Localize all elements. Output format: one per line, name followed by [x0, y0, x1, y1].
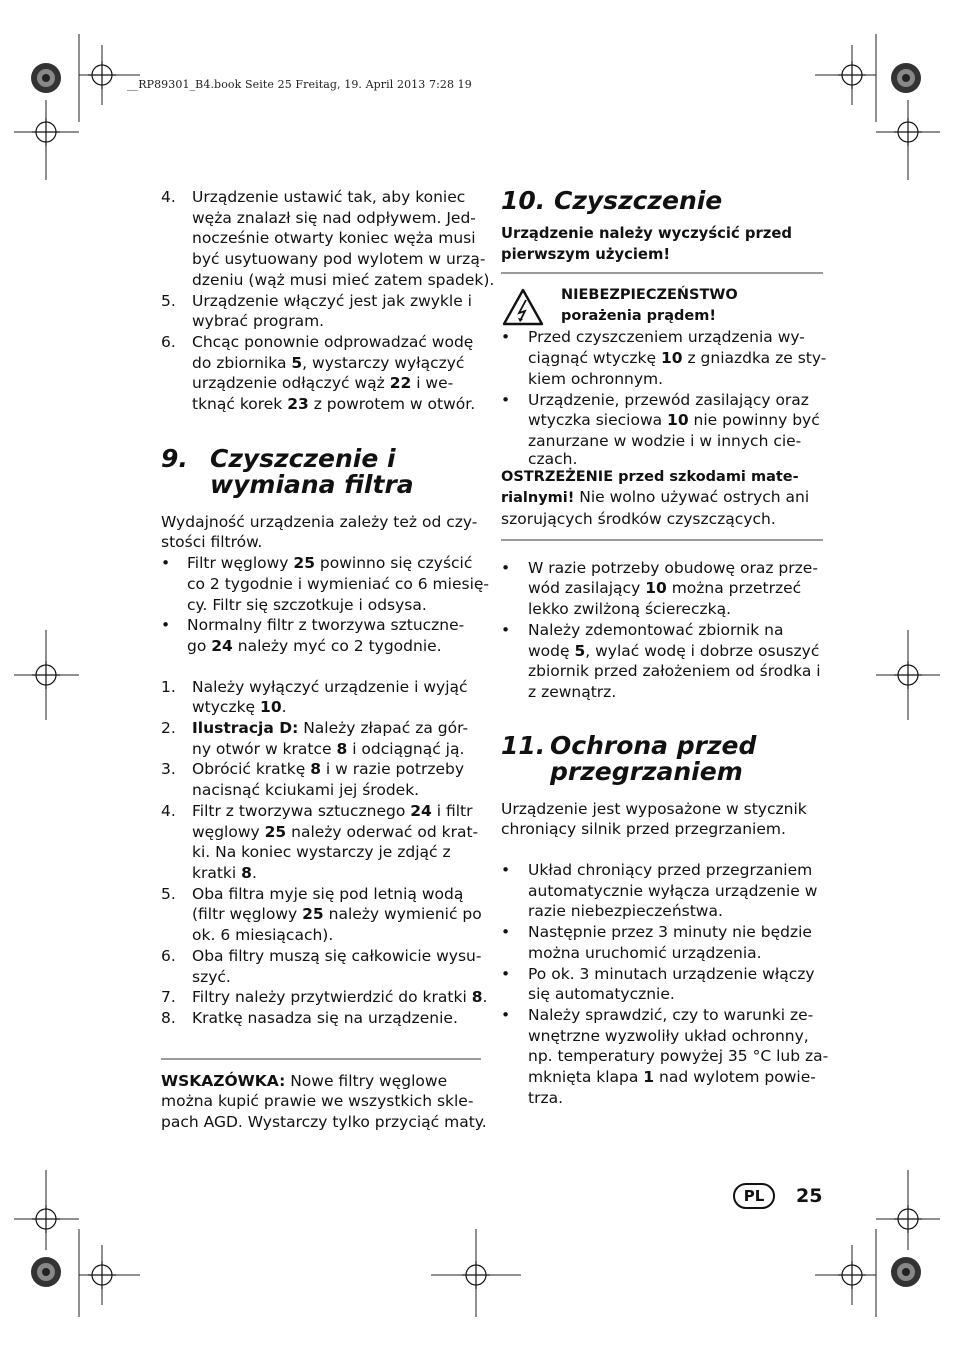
list-item: 1. Należy wyłączyć urządzenie i wyjąć wtyczkę 10.	[161, 677, 468, 717]
list-item: • Filtr węglowy 25 powinno się czyścić co 2 tygodnie i wymieniać co 6 miesię- cy. Filtr się szczotkuje i odsysa.	[161, 554, 490, 614]
overheat-bullets	[501, 860, 829, 1108]
danger-bullets	[501, 327, 827, 468]
overheat-intro: Urządzenie jest wyposażone w stycznik chroniący silnik przed przegrzaniem.	[501, 799, 807, 839]
note-divider	[161, 1058, 481, 1060]
warning-divider	[501, 272, 823, 274]
section-divider	[501, 539, 823, 541]
material-caution: OSTRZEŻENIE przed szkodami mate- rialnymi! Nie wolno używać ostrych ani szorujących środków czyszczących.	[501, 468, 810, 529]
clean-bullets	[501, 558, 823, 703]
list-item: 8. Kratkę nasadza się na urządzenie.	[161, 1008, 458, 1027]
electric-warning: NIEBEZPIECZEŃSTWO porażenia prądem!	[501, 285, 823, 327]
list-item: 5. Oba filtra myje się pod letnią wodą (filtr węglowy 25 należy wymienić po ok. 6 miesiącach).	[161, 884, 482, 945]
list-item: • Należy sprawdzić, czy to warunki ze- wnętrzne wyzwoliły układ ochronny, np. temperatury powyżej 35 °C lub za- mknięta klapa 1 nad wylotem powie- trza.	[501, 1005, 829, 1107]
list-item: 4. Urządzenie ustawić tak, aby koniec węża znalazł się nad odpływem. Jed- nocześnie otwarty koniec węża musi być usytuowany pod wylotem w urzą- dzeniu (wąż musi mieć zatem spadek).	[161, 188, 495, 289]
list-item: 6. Chcąc ponownie odprowadzać wodę do zbiornika 5, wystarczy wyłączyć urządzenie odłączyć wąż 22 i we- tknąć korek 23 z powrotem w otwór.	[161, 332, 476, 414]
book-header: __RP89301_B4.book Seite 25 Freitag, 19. April 2013 7:28 19	[127, 78, 472, 91]
list-item: • Układ chroniący przed przegrzaniem automatycznie wyłącza urządzenie w razie niebezpieczeństwa.	[501, 861, 818, 921]
section-heading-11: 11. Ochrona przed przegrzaniem	[501, 730, 757, 786]
list-item: • W razie potrzeby obudowę oraz prze- wód zasilający 10 można przetrzeć lekko zwilżoną ściereczką.	[501, 558, 818, 619]
steps-list-a	[161, 187, 495, 415]
steps-list-b	[161, 677, 488, 1029]
left-column	[161, 187, 495, 1133]
list-item: 5. Urządzenie włączyć jest jak zwykle i wybrać program.	[161, 291, 472, 331]
list-item: • Po ok. 3 minutach urządzenie włączy się automatycznie.	[501, 964, 815, 1004]
page-number: 25	[796, 1185, 823, 1207]
filter-bullets	[161, 553, 490, 657]
section-heading-9: 9. Czyszczenie i wymiana filtra	[161, 443, 414, 499]
section-heading-10: 10. Czyszczenie	[501, 186, 723, 215]
list-item: • Następnie przez 3 minuty nie będzie można uruchomić urządzenia.	[501, 923, 812, 962]
note-box: WSKAZÓWKA: Nowe filtry węglowe można kupić prawie we wszystkich skle- pach AGD. Wystarczy tylko przyciąć maty.	[161, 1071, 487, 1132]
list-item: 3. Obrócić kratkę 8 i w razie potrzeby nacisnąć kciukami jej środek.	[161, 760, 464, 800]
list-item: • Przed czyszczeniem urządzenia wy- ciągnąć wtyczkę 10 z gniazdka ze sty- kiem ochronnym.	[501, 328, 827, 388]
list-item: 7. Filtry należy przytwierdzić do kratki 8.	[161, 988, 488, 1007]
language-badge: PL	[733, 1183, 775, 1209]
list-item: • Urządzenie, przewód zasilający oraz wtyczka sieciowa 10 nie powinny być zanurzane w wodzie i w innych cie- czach.	[501, 390, 820, 468]
filter-intro: Wydajność urządzenia zależy też od czy- stości filtrów.	[161, 512, 478, 552]
list-item: • Należy zdemontować zbiornik na wodę 5, wylać wodę i dobrze osuszyć zbiornik przed założeniem od środka i z zewnątrz.	[501, 620, 821, 701]
list-item: 2. Ilustracja D: Należy złapać za gór- ny otwór w kratce 8 i odciągnąć ją.	[161, 719, 469, 758]
cleaning-intro: Urządzenie należy wyczyścić przed pierwszym użyciem!	[501, 225, 793, 263]
list-item: 4. Filtr z tworzywa sztucznego 24 i filtr węglowy 25 należy oderwać od krat- ki. Na koniec wystarczy je zdjąć z kratki 8.	[161, 801, 479, 882]
right-column	[501, 186, 829, 1109]
list-item: 6. Oba filtry muszą się całkowicie wysu- szyć.	[161, 946, 482, 986]
list-item: • Normalny filtr z tworzywa sztuczne- go 24 należy myć co 2 tygodnie.	[161, 616, 465, 655]
note-label: WSKAZÓWKA:	[161, 1071, 286, 1090]
electric-hazard-icon	[501, 287, 545, 327]
